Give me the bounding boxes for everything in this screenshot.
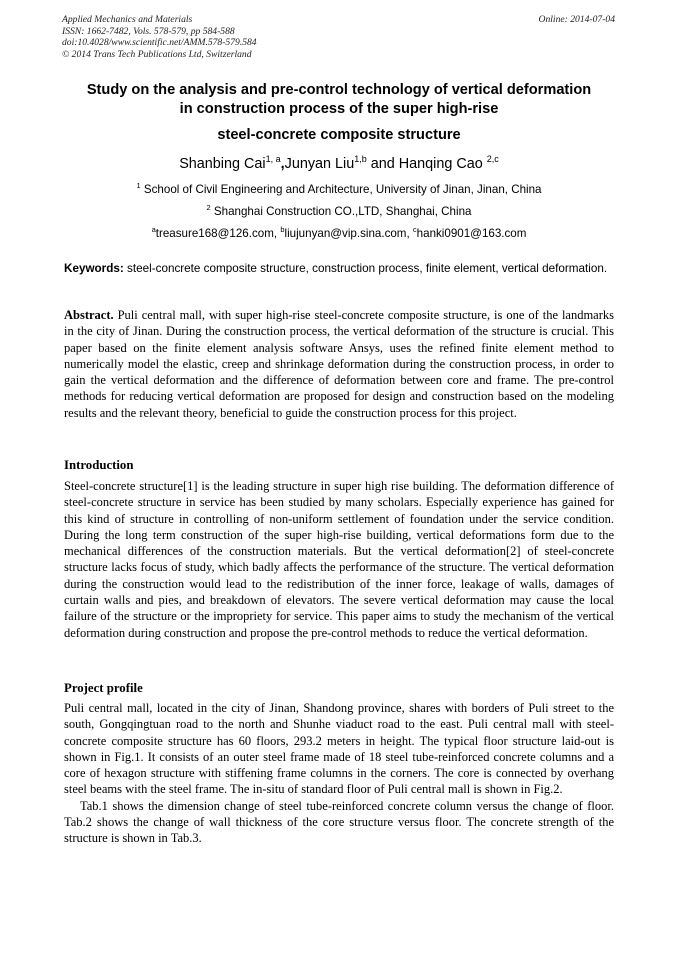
title-line-3: steel-concrete composite structure <box>217 126 461 143</box>
keywords-label: Keywords: <box>64 262 124 275</box>
keywords <box>64 262 614 277</box>
email-separator: , <box>406 227 413 240</box>
affiliation-1 <box>54 183 624 197</box>
journal-header <box>62 14 257 60</box>
email-superscript: c <box>412 225 417 234</box>
author-superscript: 2,c <box>486 154 499 164</box>
email-separator: , <box>273 227 281 240</box>
section-heading-project-profile: Project profile <box>64 681 143 695</box>
affiliation-2 <box>54 205 624 219</box>
affiliation-superscript: 2 <box>206 203 211 212</box>
email-address[interactable]: liujunyan@vip.sina.com <box>284 227 407 240</box>
abstract-label: Abstract. <box>64 308 114 322</box>
title-line-2: in construction process of the super high-rise <box>179 100 499 117</box>
author-superscript: 1, a <box>265 154 281 164</box>
affiliation-text: Shanghai Construction CO.,LTD, Shanghai, China <box>213 205 472 218</box>
author-name: Junyan Liu <box>284 156 355 172</box>
project-profile-body <box>64 700 614 847</box>
email-superscript: a <box>151 225 156 234</box>
introduction-body <box>64 478 614 641</box>
author-name: Hanqing Cao <box>398 156 483 172</box>
email-list <box>54 227 624 241</box>
author-list <box>54 155 624 173</box>
email-address[interactable]: treasure168@126.com <box>155 227 274 240</box>
abstract-text: Puli central mall, with super high-rise steel-concrete composite structure, is one of the landmarks in the city of Jinan. During the construction process, the vertical deformation of the structure is crucial. This paper based on the finite element analysis software Ansys, uses the refined finite element method to numerically model the elastic, creep and shrinkage deformation during the construction process, in order to gain the vertical deformation and the difference of deformation between core and frame. The pre-control methods for reducing vertical deformation are proposed for design and construction based on the modeling results and the relevant theory, beneficial to guide the construction process for this project. <box>64 308 615 420</box>
email-address[interactable]: hanki0901@163.com <box>416 227 527 240</box>
affiliation-superscript: 1 <box>136 181 141 190</box>
author-name: Shanbing Cai <box>179 156 266 172</box>
copyright-line: © 2014 Trans Tech Publications Ltd, Switzerland <box>62 48 252 60</box>
online-date: Online: 2014-07-04 <box>538 14 615 25</box>
author-separator: , <box>280 156 285 172</box>
introduction-paragraph: Steel-concrete structure[1] is the leading structure in super high rise building. The deformation difference of steel-concrete structure in service has been studied by many scholars. Especially experience has gained for this kind of structure in controlling of non-uniform settlement of foundation under the service condition. During the long term construction of the super high-rise building, vertical deformations form due to the mechanical differences of the construction materials. But the vertical deformation[2] of steel-concrete structure lacks focus of study, which badly affects the performance of the structure. The vertical deformation during the construction would lead to the redistribution of the inner force, leakage of walls, damages of curtain walls and pies, and breakdown of elevators. The severe vertical deformation may cause the local failure of the structure or the impropriety for service. This paper aims to study the mechanism of the vertical deformation during construction and propose the pre-control methods to reduce the vertical deformation. <box>64 479 614 640</box>
keywords-text: steel-concrete composite structure, construction process, finite element, vertical deformation. <box>127 262 608 275</box>
project-profile-paragraph-2: Tab.1 shows the dimension change of steel tube-reinforced concrete column versus the change of floor. Tab.2 shows the change of wall thickness of the core structure versus floor. The concrete strength of the structure is shown in Tab.3. <box>64 798 614 846</box>
paper-title <box>54 81 624 144</box>
project-profile-paragraph-1: Puli central mall, located in the city of Jinan, Shandong province, shares with borders of Puli street to the south, Gongqingtuan road to the north and Shunhe viaduct road to the east. Puli central mall with steel-concrete composite structure has 60 floors, 293.2 meters in height. The typical floor structure laid-out is shown in Fig.1. It consists of an outer steel frame made of 18 steel tube-reinforced concrete columns and a core of hexagon structure with stiffening frame columns in the corners. The core is connected by overhang steel beams with the steel frame. The in-situ of standard floor of Puli central mall is shown in Fig.2. <box>64 701 614 797</box>
journal-name: Applied Mechanics and Materials <box>62 14 193 25</box>
affiliation-text: School of Civil Engineering and Architecture, University of Jinan, Jinan, China <box>143 183 542 196</box>
abstract <box>64 307 614 421</box>
issn-line: ISSN: 1662-7482, Vols. 578-579, pp 584-588 <box>62 25 235 37</box>
author-superscript: 1,b <box>354 154 367 164</box>
section-heading-introduction: Introduction <box>64 458 134 472</box>
author-separator: and <box>366 156 399 172</box>
title-line-1: Study on the analysis and pre-control technology of vertical deformation <box>86 82 592 98</box>
email-superscript: b <box>280 225 285 234</box>
doi-line[interactable]: doi:10.4028/www.scientific.net/AMM.578-579.584 <box>62 37 257 49</box>
